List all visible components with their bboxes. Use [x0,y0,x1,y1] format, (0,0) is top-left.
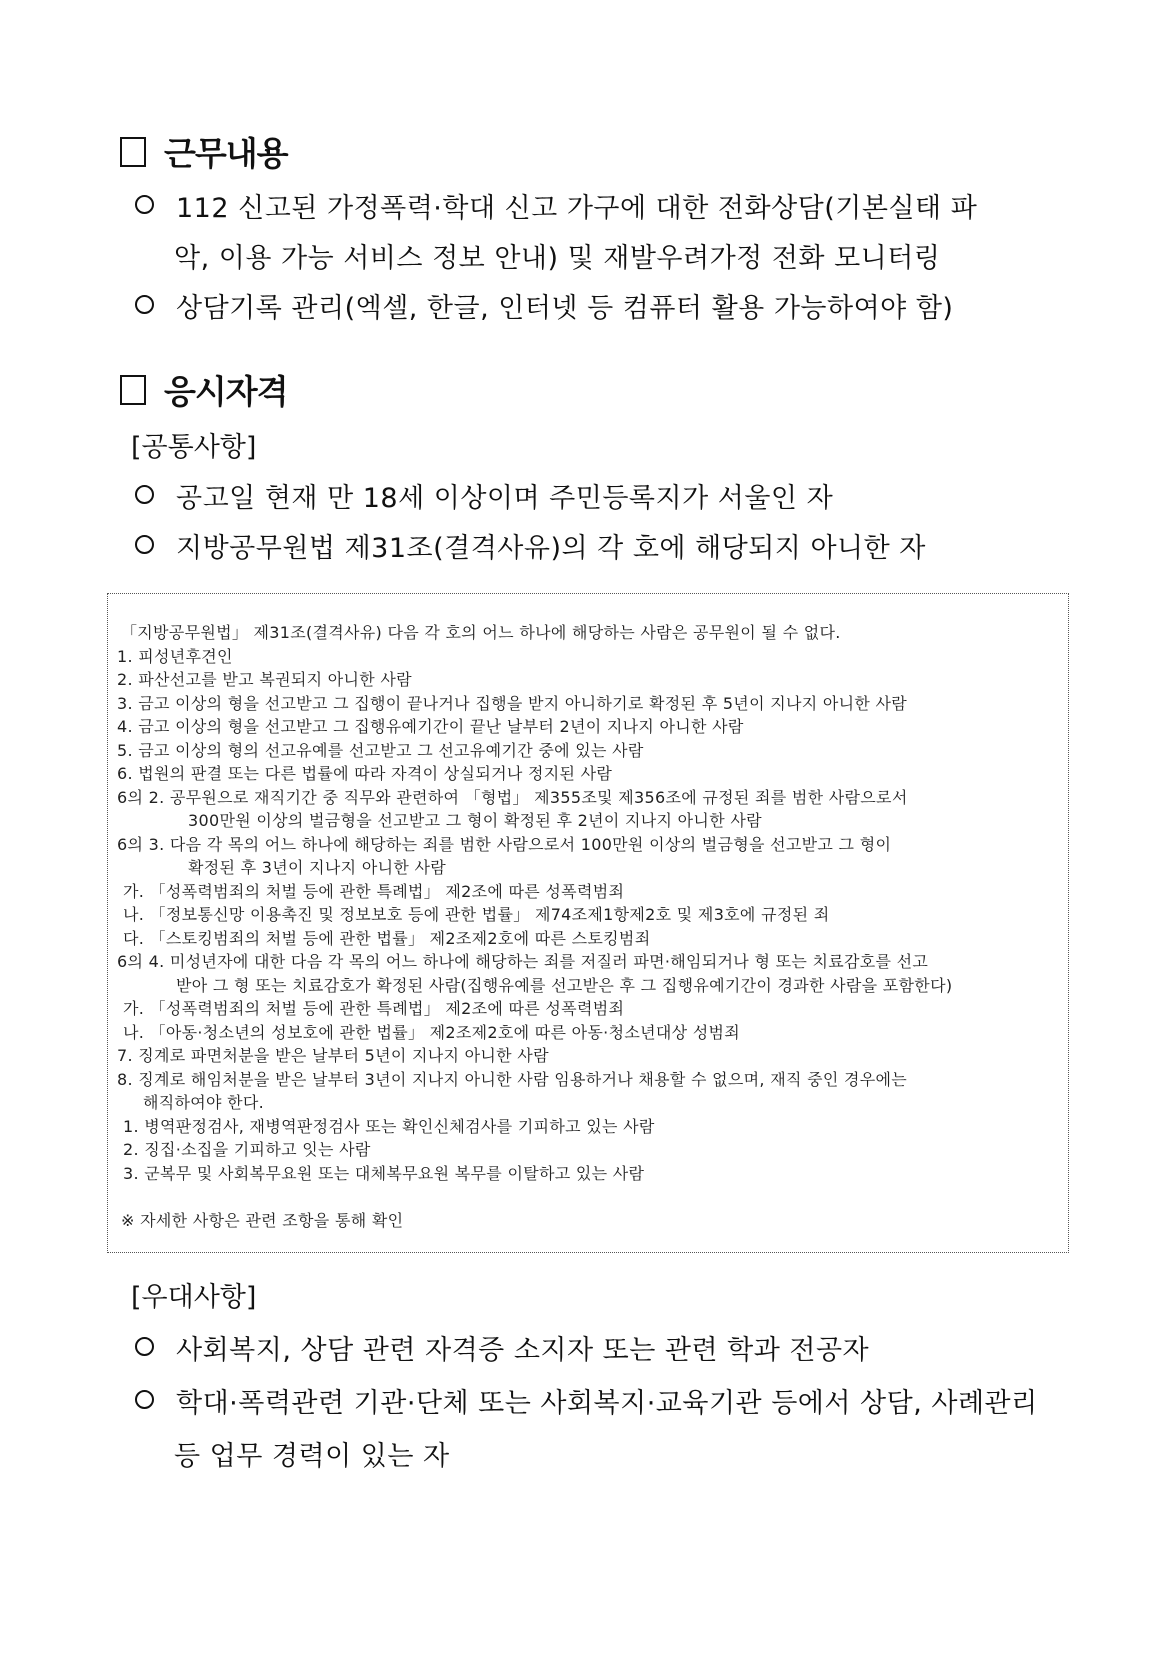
legal-line: 3. 금고 이상의 형을 선고받고 그 집행이 끝나거나 집행을 받지 아니하기로 확정된 후 5년이 지나지 아니한 사람 [117,694,908,713]
legal-line: 해직하여야 한다. [143,1093,265,1112]
legal-line: 다. 「스토킹범죄의 처벌 등에 관한 법률」 제2조제2호에 따른 스토킹범죄 [123,929,651,948]
preferred-requirements-label: [우대사항] [131,1282,257,1313]
legal-line: 300만원 이상의 벌금형을 선고받고 그 형이 확정된 후 2년이 지나지 아니한 사람 [188,811,762,830]
legal-line: 가. 「성폭력범죄의 처벌 등에 관한 특례법」 제2조에 따른 성폭력범죄 [123,882,625,901]
section-title: 응시자격 [164,372,288,411]
circle-bullet-icon [135,485,154,504]
legal-line: 확정된 후 3년이 지나지 아니한 사람 [188,858,446,877]
common-item-text: 지방공무원법 제31조(결격사유)의 각 호에 해당되지 아니한 자 [176,533,926,564]
duty-item-1 [135,186,977,225]
common-item-text: 공고일 현재 만 18세 이상이며 주민등록지가 서울인 자 [176,483,834,514]
circle-bullet-icon [135,535,154,554]
common-item-2 [135,526,926,565]
duty-item-text: 상담기록 관리(엑셀, 한글, 인터넷 등 컴퓨터 활용 가능하여야 함) [176,293,954,324]
checkbox-square-icon [120,137,146,167]
duty-item-2 [135,286,953,325]
duty-item-text: 악, 이용 가능 서비스 정보 안내) 및 재발우려가정 전화 모니터링 [174,243,941,274]
section-heading-qualifications [120,366,288,413]
legal-line: 1. 피성년후견인 [117,647,233,666]
legal-line: 가. 「성폭력범죄의 처벌 등에 관한 특례법」 제2조에 따른 성폭력범죄 [123,999,625,1018]
preferred-item-text: 학대·폭력관련 기관·단체 또는 사회복지·교육기관 등에서 상담, 사례관리 [176,1388,1038,1419]
section-title: 근무내용 [164,134,288,173]
preferred-item-text: 등 업무 경력이 있는 자 [174,1441,450,1472]
preferred-item-1 [135,1328,869,1367]
legal-line: 2. 파산선고를 받고 복권되지 아니한 사람 [117,670,412,689]
legal-line: 6. 법원의 판결 또는 다른 법률에 따라 자격이 상실되거나 정지된 사람 [117,764,613,783]
legal-line: 6의 4. 미성년자에 대한 다음 각 목의 어느 하나에 해당하는 죄를 저질러 파면·해임되거나 형 또는 치료감호를 선고 [117,952,929,971]
legal-line: 2. 징집·소집을 기피하고 잇는 사람 [123,1140,371,1159]
circle-bullet-icon [135,1390,154,1409]
legal-line: 나. 「아동·청소년의 성보호에 관한 법률」 제2조제2호에 따른 아동·청소년대상 성범죄 [123,1023,740,1042]
legal-line: 4. 금고 이상의 형을 선고받고 그 집행유예기간이 끝난 날부터 2년이 지나지 아니한 사람 [117,717,744,736]
section-heading-duties [120,128,288,175]
preferred-item-text: 사회복지, 상담 관련 자격증 소지자 또는 관련 학과 전공자 [176,1335,870,1366]
duty-item-text: 112 신고된 가정폭력·학대 신고 가구에 대한 전화상담(기본실태 파 [176,193,978,224]
preferred-item-2 [135,1381,1038,1420]
legal-line: 나. 「정보통신망 이용촉진 및 정보보호 등에 관한 법률」 제74조제1항제2호 및 제3호에 규정된 죄 [123,905,830,924]
circle-bullet-icon [135,195,154,214]
legal-line: 받아 그 형 또는 치료감호가 확정된 사람(집행유예를 선고받은 후 그 집행유예기간이 경과한 사람을 포함한다) [176,976,953,995]
legal-line: 3. 군복무 및 사회복무요원 또는 대체복무요원 복무를 이탈하고 있는 사람 [123,1164,645,1183]
circle-bullet-icon [135,295,154,314]
circle-bullet-icon [135,1337,154,1356]
legal-line: 5. 금고 이상의 형의 선고유예를 선고받고 그 선고유예기간 중에 있는 사람 [117,741,644,760]
legal-line: 6의 2. 공무원으로 재직기간 중 직무와 관련하여 「형법」 제355조및 제356조에 규정된 죄를 범한 사람으로서 [117,788,908,807]
common-item-1 [135,476,833,515]
checkbox-square-icon [120,375,146,405]
duty-item-1-continued [174,236,940,275]
legal-line: 8. 징계로 해임처분을 받은 날부터 3년이 지나지 아니한 사람 임용하거나 채용할 수 없으며, 재직 중인 경우에는 [117,1070,908,1089]
legal-line: 6의 3. 다음 각 목의 어느 하나에 해당하는 죄를 범한 사람으로서 100만원 이상의 벌금형을 선고받고 그 형이 [117,835,892,854]
legal-line: 1. 병역판정검사, 재병역판정검사 또는 확인신체검사를 기피하고 있는 사람 [123,1117,655,1136]
legal-note: ※ 자세한 사항은 관련 조항을 통해 확인 [121,1211,404,1230]
legal-line: 7. 징계로 파면처분을 받은 날부터 5년이 지나지 아니한 사람 [117,1046,549,1065]
common-requirements-label: [공통사항] [131,432,257,463]
preferred-item-2-continued [174,1434,450,1473]
legal-line: 「지방공무원법」 제31조(결격사유) 다음 각 호의 어느 하나에 해당하는 사람은 공무원이 될 수 없다. [121,623,841,642]
